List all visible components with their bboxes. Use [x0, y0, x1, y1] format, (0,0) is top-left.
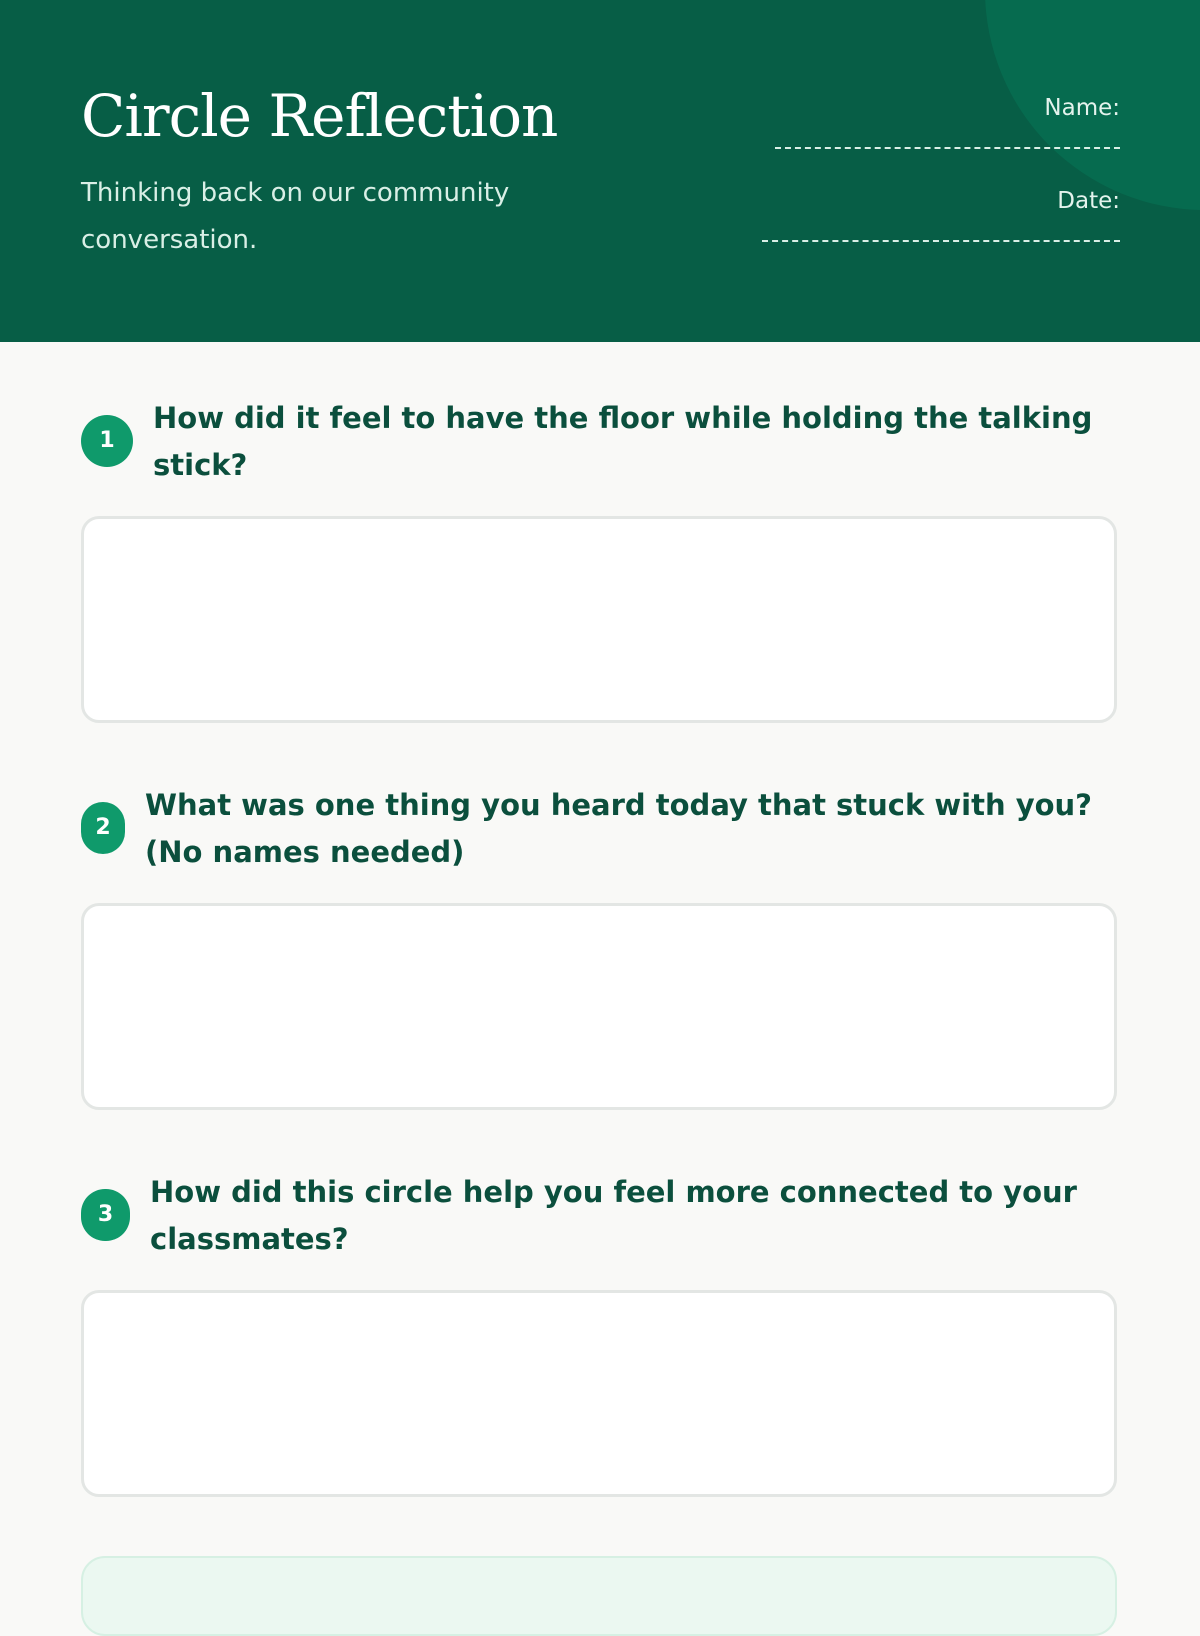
- question-number-badge: 3: [81, 1189, 130, 1241]
- worksheet-header: [0, 0, 1200, 342]
- answer-box-1[interactable]: [81, 516, 1117, 723]
- answer-box-3[interactable]: [81, 1290, 1117, 1497]
- date-label: Date:: [1057, 188, 1120, 214]
- name-label: Name:: [1044, 95, 1120, 121]
- name-field: [700, 93, 1120, 163]
- page-title: Circle Reflection: [81, 82, 558, 150]
- answer-box-2[interactable]: [81, 903, 1117, 1110]
- question-number-badge: 1: [81, 415, 133, 467]
- question-text: How did it feel to have the floor while holding the talking stick?: [153, 401, 1093, 482]
- question-number-badge: 2: [81, 802, 125, 854]
- date-field: [700, 186, 1120, 256]
- date-blank-line[interactable]: [762, 240, 1120, 242]
- page-subtitle: Thinking back on our community conversation.: [81, 178, 510, 255]
- name-blank-line[interactable]: [775, 147, 1120, 149]
- question-text: How did this circle help you feel more connected to your classmates?: [150, 1175, 1077, 1256]
- footer-card: [81, 1556, 1117, 1636]
- question-text: What was one thing you heard today that stuck with you? (No names needed): [145, 788, 1093, 869]
